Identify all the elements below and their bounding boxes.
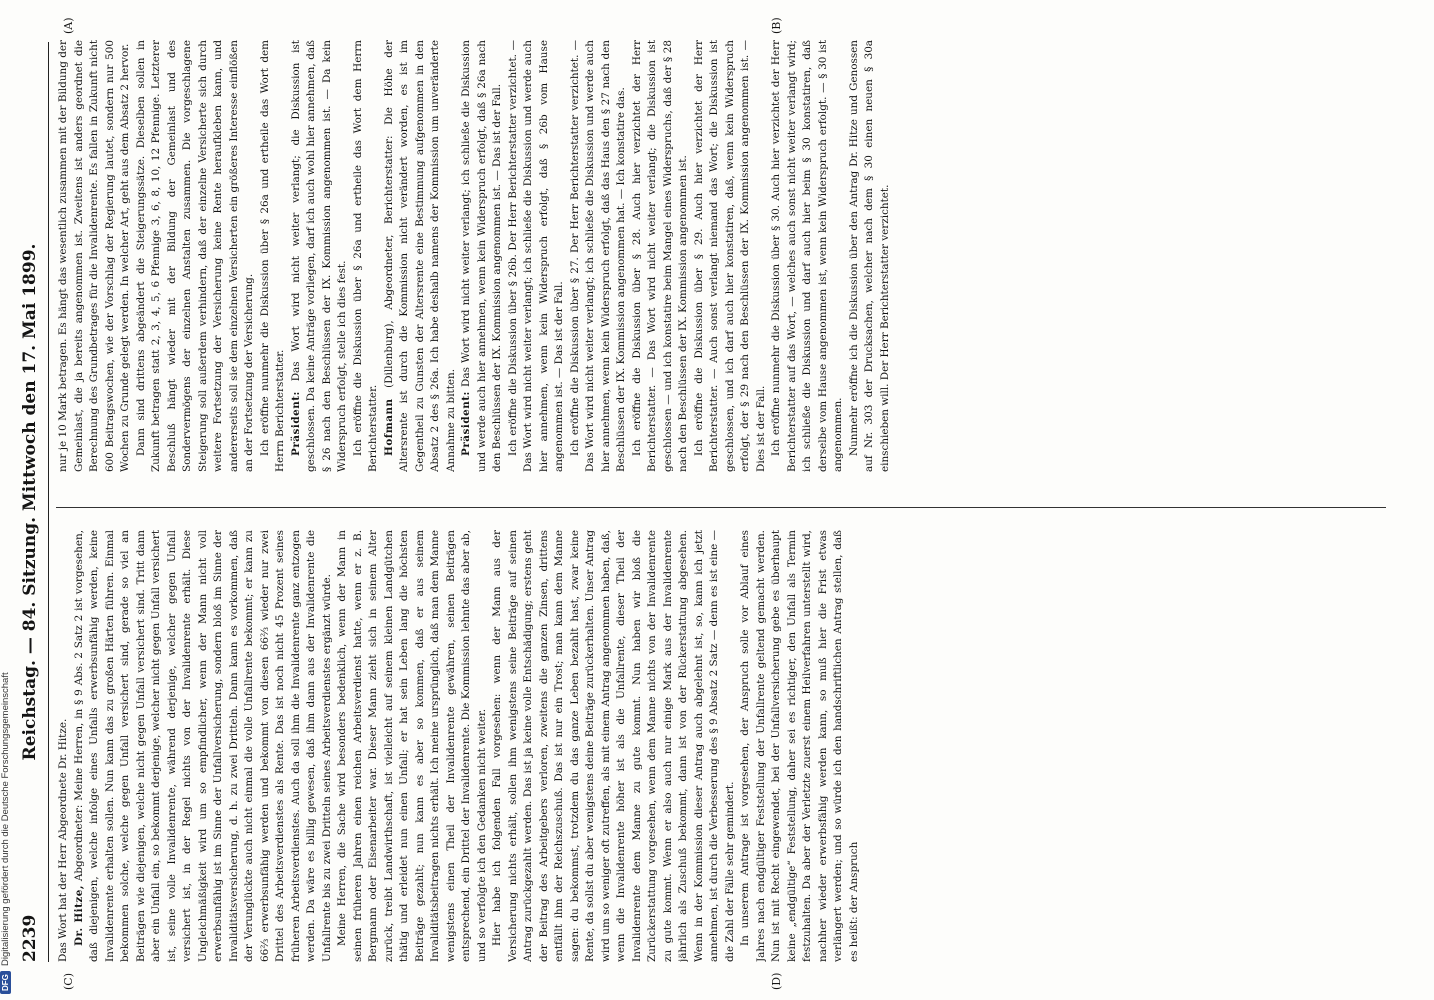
paragraph-text: Ich eröffne die Diskussion über § 28. Auch hier verzichtet der Herr Berichterstatter. — Das Wort wird nicht weiter verlangt; die Diskussion ist geschlossen — und ich konstatire beim Mangel eines Widerspruchs, daß der § 28 nach den Beschlüssen der IX. Kommission angenommen ist.: [630, 40, 689, 472]
paragraph: [335, 530, 490, 962]
paragraph-text: Ich eröffne die Diskussion über § 29. Auch hier verzichtet der Herr Berichterstatter. — Auch sonst verlangt niemand das Wort; die Diskussion ist geschlossen, und ich darf auch hier konstatiren, daß, wenn kein Widerspruch erfolgt, der § 29 nach den Beschlüssen der IX. Kommission angenommen ist. — Dies ist der Fall.: [692, 40, 767, 472]
margin-marker-a: (A): [62, 17, 75, 34]
paragraph-text: nur je 10 Mark betragen. Es hängt das wesentlich zusammen mit der Bildung der Gemeinlast, die ja bereits angenommen ist. Zweitens ist anders geordnet die Berechnung des Grundbetrages für die Invalidenrente. Es fallen in Zukunft nicht 600 Beitragswochen, wie der Vorschlag der Regierung lautet, sondern nur 500 Wochen zu Grunde gelegt werden. In welcher Art, geht aus dem Absatz 2 hervor.: [57, 40, 131, 472]
paragraph: [258, 40, 289, 472]
paragraph: [738, 530, 862, 962]
credit-text: Digitalisierung gefördert durch die Deutsche Forschungsgemeinschaft: [0, 672, 11, 966]
column-divider: [56, 507, 1386, 508]
paragraph: [847, 40, 894, 472]
paragraph: [692, 40, 770, 472]
left-text-column: [56, 530, 1396, 962]
paragraph: [490, 530, 738, 962]
speaker-name: Präsident:: [289, 391, 302, 456]
paragraph: [351, 40, 382, 472]
paragraph-text: In unserem Antrage ist vorgesehen, der Anspruch solle vor Ablauf eines Jahres nach endgültiger Feststellung der Unfallrente geltend gemacht werden. Nun ist mit Recht eingewendet, bei der Unfallversicherung gebe es überhaupt keine „endgültige“ Feststellung, daher sei es richtiger, den Unfall als Termin festzuhalten. Da aber der Verletzte zuerst einem Heilverfahren unterstellt wird, nachher wieder erwerbsfähig werden kann, so muß hier die Frist etwas verlängert werden; und so würde ich den handschriftlichen Antrag stellen, daß es heißt: der Anspruch: [739, 530, 860, 962]
margin-marker-d: (D): [770, 972, 783, 990]
paragraph-text: Ich eröffne nunmehr die Diskussion über § 30. Auch hier verzichtet der Herr Berichterstatter auf das Wort, — welches auch sonst nicht weiter verlangt wird; ich schließe die Diskussion und darf auch hier beim § 30 konstatiren, daß derselbe vom Hause angenommen ist, wenn kein Widerspruch erfolgt. — § 30 ist angenommen.: [770, 40, 844, 472]
paragraph: [459, 40, 506, 472]
right-text-column: [56, 40, 1396, 472]
paragraph: [769, 40, 847, 472]
paragraph-text: Das Wort wird nicht weiter verlangt; die Diskussion ist geschlossen. Da keine Anträge vorliegen, darf ich auch wohl hier annehmen, daß § 26 nach den Beschlüssen der IX. Kommission angenommen ist. — Da kein Widerspruch erfolgt, stelle ich dies fest.: [289, 40, 348, 472]
paragraph: [289, 40, 351, 472]
paragraph-text: Ich eröffne die Diskussion über § 26a und ertheile das Wort dem Herrn Berichterstatter.: [351, 40, 379, 472]
paragraph: [630, 40, 692, 472]
header-rule: [48, 42, 49, 962]
paragraph: [72, 530, 336, 962]
paragraph: [56, 530, 72, 962]
paragraph-text: Das Wort hat der Herr Abgeordnete Dr. Hitze.: [57, 718, 69, 962]
paragraph-text: Hier habe ich folgenden Fall vorgesehen: wenn der Mann aus der Versicherung nichts erhält, sollen ihm wenigstens seine Beiträge auf seinen Antrag zurückgezahlt werden. Das ist ja keine volle Entschädigung; erstens geht der Beitrag des Arbeitgebers verloren, zweitens die ganzen Zinsen, drittens entfällt ihm der Reichszuschuß. Das ist nur ein Trost; man kann dem Manne sagen: du bekommst, trotzdem du das ganze Leben bezahlt hast, zwar keine Rente, da sollst du aber wenigstens deine Beiträge zurückerhalten. Unser Antrag wird um so weniger oft zutreffen, als mit einem Antrag angenommen haben, daß, wenn die Invalidenrente höher ist als die Unfallrente, dieser Theil der Invalidenrente dem Manne zu gute kommt. Nun haben wir bloß die Zurückerstattung vorgesehen, wenn dem Manne nichts von der Invalidenrente zu gute kommt. Wenn er also auch nur einige Mark aus der Invalidenrente jährlich als Zuschuß bekommt, dann ist von der Rückerstattung abgesehen. Wenn in der Kommission dieser Antrag auch abgelehnt ist, so, kann ich jetzt annehmen, ist durch die Verbesserung des § 9 Absatz 2 Satz — denn es ist eine — die Zahl der Fälle sehr gemindert.: [491, 530, 736, 962]
paragraph: [568, 40, 630, 472]
session-title: Reichstag. — 84. Sitzung. Mittwoch den 17. Mai 1899.: [20, 243, 40, 761]
paragraph: [56, 40, 134, 472]
paragraph: [134, 40, 258, 472]
speaker-name: Präsident:: [460, 391, 472, 456]
page-number: 2239: [20, 914, 40, 962]
page-header: [16, 42, 46, 962]
paragraph-text: Meine Herren, die Sache wird besonders bedenklich, wenn der Mann in seinen früheren Jahren einen reichen Arbeitsverdienst hatte, wenn er z. B. Bergmann oder Eisenarbeiter war. Dieser Mann zieht sich in seinem Alter zurück, treibt Landwirthschaft, ist vielleicht auf seinem kleinen Landgütchen thätig und erleidet nun einen Unfall; er hat sein Leben lang die höchsten Beiträge gezahlt; nun kann es aber so kommen, daß er aus seinem Invaliditätsbeitragen nichts erhält. Ich meine ursprünglich, daß man dem Manne wenigstens einen Theil der Invalidenrente gewähren, seinen Beiträgen entsprechend, ein Drittel der Invalidenrente. Die Kommission lehnte das aber ab, und so verfolgte ich den Gedanken nicht weiter.: [336, 530, 488, 962]
margin-marker-b: (B): [770, 17, 783, 34]
paragraph-text: Dann sind drittens abgeändert die Steigerungssätze. Dieselben sollen in Zukunft betragen statt 2, 3, 4, 5, 6 Pfennige 3, 6, 8, 10, 12 Pfennige. Letzterer Beschluß hängt wieder mit der Bildung der Gemeinlast und des Sondervermögens der einzelnen Anstalten zusammen. Die vorgeschlagene Steigerung soll außerdem verhindern, daß der einzelne Versicherte sich durch weitere Fortsetzung der Versicherung keine Rente heraufkleben kann, und andererseits soll sie dem einzelnen Versicherten ein größeres Interesse einflößen an der Fortsetzung der Versicherung.: [134, 40, 255, 472]
paragraph-text: Nunmehr eröffne ich die Diskussion über den Antrag Dr. Hitze und Genossen auf Nr. 303 der Drucksachen, welcher nach dem § 30 einen neuen § 30a einschieben will. Der Herr Berichterstatter verzichtet.: [847, 40, 891, 472]
paragraph-text: (Dillenburg), Abgeordneter, Berichterstatter: Die Höhe der Altersrente ist durch die Kommission nicht verändert worden, es ist im Gegentheil zu Gunsten der Altersrente eine Bestimmung aufgenommen in den Absatz 2 des § 26a. Ich habe deshalb namens der Kommission um unveränderte Annahme zu bitten.: [382, 40, 457, 472]
margin-marker-c: (C): [62, 973, 75, 990]
digitization-credit: [0, 0, 14, 1000]
speaker-name: Dr. Hitze,: [72, 884, 85, 946]
speaker-name: Hofmann: [382, 398, 395, 456]
paragraph-text: Ich eröffne die Diskussion über § 27. Der Herr Berichterstatter verzichtet. — Das Wort wird nicht weiter verlangt; ich schließe die Diskussion und werde auch hier annehmen, wenn kein Widerspruch erfolgt, daß das Haus den § 27 nach den Beschlüssen der IX. Kommission angenommen hat. — Ich konstatire das.: [568, 40, 627, 472]
paragraph-text: Das Wort wird nicht weiter verlangt; ich schließe die Diskussion und werde auch hier annehmen, wenn kein Widerspruch erfolgt, daß § 26a nach den Beschlüssen der IX. Kommission angenommen ist. — Das ist der Fall.: [460, 40, 503, 472]
paragraph-text: Ich eröffne die Diskussion über § 26b. Der Herr Berichterstatter verzichtet. — Das Wort wird nicht weiter verlangt; ich schließe die Diskussion und werde auch hier annehmen, wenn kein Widerspruch erfolgt, daß § 26b vom Hause angenommen ist. — Das ist der Fall.: [506, 40, 565, 472]
paragraph: [506, 40, 568, 472]
paragraph: [382, 40, 460, 472]
paragraph-text: Ich eröffne nunmehr die Diskussion über § 26a und ertheile das Wort dem Herrn Berichterstatter.: [258, 40, 286, 472]
paragraph-text: Abgeordneter: Meine Herren, in § 9 Abs. 2 Satz 2 ist vorgesehen, daß diejenigen, welche infolge eines Unfalls erwerbsunfähig werden, keine Invalidenrente erhalten sollen. Nun kann das zu großen Härten führen. Einmal bekommen solche, welche gegen Unfall versichert sind, gerade so viel an Beiträgen wie diejenigen, welche nicht gegen Unfall versichert sind. Tritt dann aber ein Unfall ein, so bekommt derjenige, welcher nicht gegen Unfall versichert ist, seine volle Invalidenrente, während derjenige, welcher gegen Unfall versichert ist, in der Regel nichts von der Invalidenrente erhält. Diese Ungleichmäßigkeit wird um so empfindlicher, wenn der Mann nicht voll erwerbsunfähig ist im Sinne der Unfallversicherung, sondern bloß im Sinne der Invaliditätsversicherung, d. h. zu zwei Dritteln. Dann kann es vorkommen, daß der Verunglückte auch nicht einmal die volle Unfallrente bekommt; er kann zu 66⅔ erwerbsunfähig werden und bekommt von diesen 66⅔ wieder nur zwei Drittel des Arbeitsverdienstes als Rente. Das ist noch nicht 45 Prozent seines früheren Arbeitsverdienstes. Auch da soll ihm die Invalidenrente ganz entzogen werden. Da wäre es billig gewesen, daß ihm dann aus der Invalidenrente die Unfallrente bis zu zwei Dritteln seines Arbeitsverdienstes ergänzt würde.: [72, 530, 333, 962]
dfg-logo: DFG: [0, 971, 11, 994]
